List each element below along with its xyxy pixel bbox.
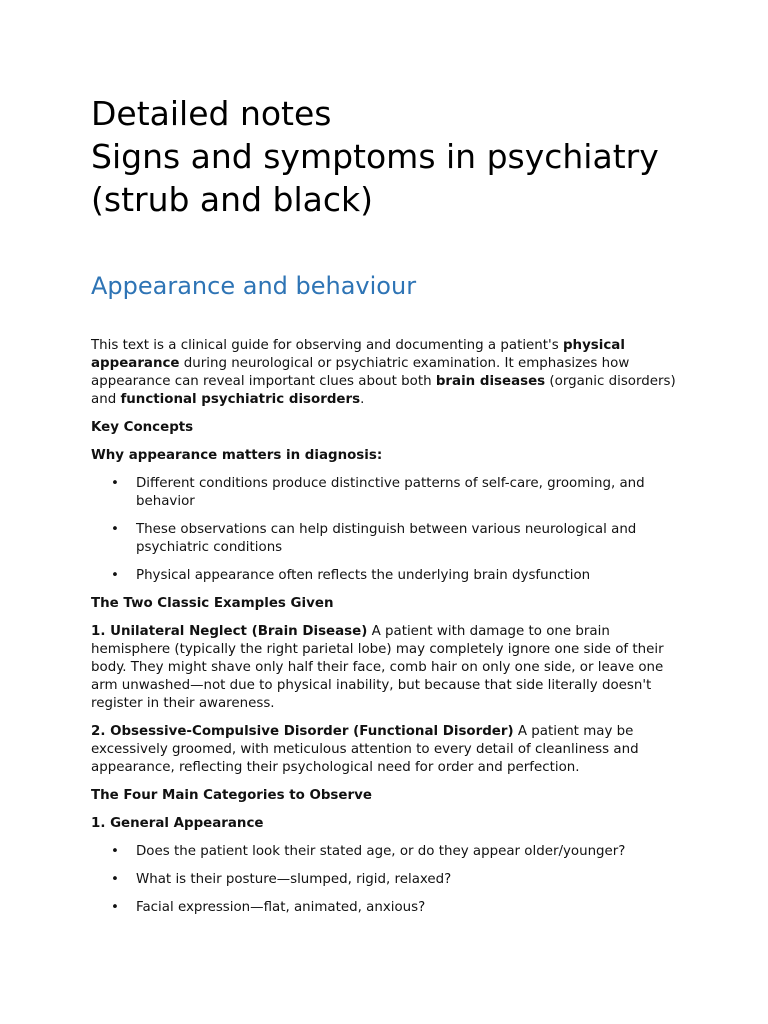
intro-text-2: during neurological or psychiatric examination. It emphasizes how appearance can reveal important clues about both [91, 356, 630, 389]
general-appearance-label: 1. General Appearance [91, 816, 264, 831]
intro-text-3: (organic disorders) and [91, 374, 676, 407]
why-heading [91, 447, 691, 465]
key-concepts-label: Key Concepts [91, 420, 194, 435]
intro-paragraph [91, 337, 691, 409]
why-heading-label: Why appearance matters in diagnosis: [91, 448, 383, 463]
list-item-text: Different conditions produce distinctive patterns of self-care, grooming, and behavior [136, 476, 645, 509]
intro-text-4: . [360, 392, 365, 407]
example-1-text: A patient with damage to one brain hemisphere (typically the right parietal lobe) may completely ignore one side of their body. They might shave only half their face, comb hair on only one side, or leave one arm unwashed—not due to physical inability, but because that side literally doesn't register in their awareness. [91, 624, 664, 711]
section-heading: Appearance and behaviour [91, 272, 417, 300]
list-item [91, 843, 691, 861]
example-1-title: 1. Unilateral Neglect (Brain Disease) [91, 624, 368, 639]
example-1-paragraph [91, 623, 691, 713]
list-item-text: Does the patient look their stated age, or do they appear older/younger? [136, 844, 626, 859]
two-examples-heading [91, 595, 691, 613]
list-item-text: Physical appearance often reflects the underlying brain dysfunction [136, 568, 591, 583]
bullet-icon: • [111, 872, 119, 887]
example-2-title: 2. Obsessive-Compulsive Disorder (Functional Disorder) [91, 724, 514, 739]
document-title [91, 92, 691, 221]
title-line-2: Signs and symptoms in psychiatry [91, 137, 659, 176]
intro-bold-functional-disorders: functional psychiatric disorders [120, 392, 361, 407]
four-categories-heading [91, 787, 691, 805]
title-line-1: Detailed notes [91, 94, 332, 133]
list-item-text: These observations can help distinguish between various neurological and psychiatric conditions [136, 522, 637, 555]
bullet-icon: • [111, 844, 119, 859]
list-item-text: Facial expression—flat, animated, anxious? [136, 900, 426, 915]
bullet-icon: • [111, 476, 119, 491]
list-item [91, 521, 691, 557]
bullet-icon: • [111, 900, 119, 915]
title-line-3: (strub and black) [91, 180, 373, 219]
intro-text-1: This text is a clinical guide for observing and documenting a patient's [91, 338, 563, 353]
general-bullet-list [91, 843, 691, 917]
general-appearance-heading [91, 815, 691, 833]
example-2-text: A patient may be excessively groomed, with meticulous attention to every detail of cleanliness and appearance, reflecting their psychological need for order and perfection. [91, 724, 639, 775]
list-item [91, 899, 691, 917]
bullet-icon: • [111, 568, 119, 583]
bullet-icon: • [111, 522, 119, 537]
why-bullet-list [91, 475, 691, 585]
intro-bold-physical-appearance: physical appearance [91, 338, 625, 371]
list-item [91, 871, 691, 889]
two-examples-label: The Two Classic Examples Given [91, 596, 334, 611]
example-2-paragraph [91, 723, 691, 777]
document-page [91, 92, 691, 917]
list-item [91, 567, 691, 585]
key-concepts-heading [91, 419, 691, 437]
list-item-text: What is their posture—slumped, rigid, relaxed? [136, 872, 452, 887]
intro-bold-brain-diseases: brain diseases [435, 374, 546, 389]
list-item [91, 475, 691, 511]
four-categories-label: The Four Main Categories to Observe [91, 788, 372, 803]
